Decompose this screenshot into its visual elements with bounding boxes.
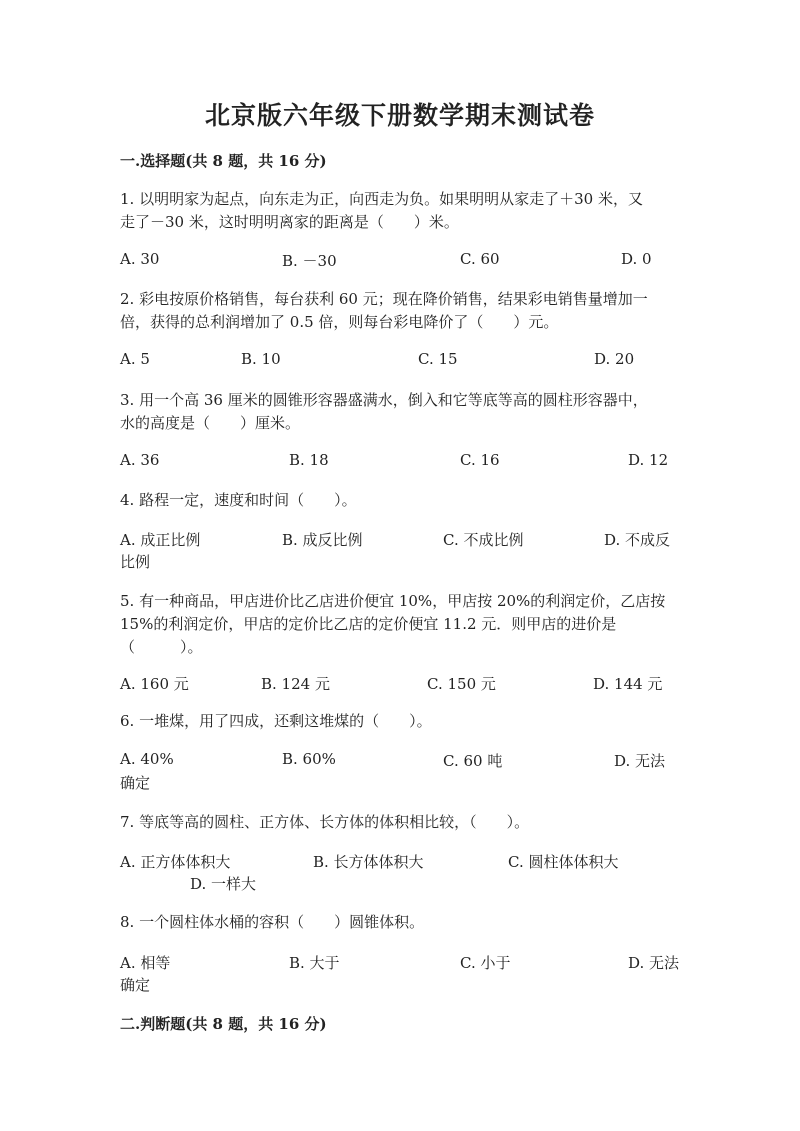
- q6-option-d: D. 无法: [614, 752, 666, 770]
- section-heading-choice: 一.选择题(共 8 题，共 16 分): [120, 152, 327, 170]
- question-5-line-2: 15%的利润定价，甲店的定价比乙店的定价便宜 11.2 元．则甲店的进价是: [120, 615, 617, 633]
- question-5-line-1: 5. 有一种商品，甲店进价比乙店进价便宜 10%，甲店按 20%的利润定价，乙店按: [120, 592, 666, 610]
- question-4-line-1: 4. 路程一定，速度和时间（ ）。: [120, 491, 357, 509]
- q4-option-d-continued: 比例: [120, 553, 151, 571]
- q2-option-c: C. 15: [418, 350, 458, 368]
- question-2: [120, 288, 690, 334]
- q3-option-d: D. 12: [628, 451, 669, 469]
- q7-option-d: D. 一样大: [190, 875, 257, 893]
- q5-option-c: C. 150 元: [427, 675, 496, 693]
- q7-option-a: A. 正方体体积大: [120, 853, 231, 871]
- question-8-line-1: 8. 一个圆柱体水桶的容积（ ）圆锥体积。: [120, 913, 425, 931]
- q3-option-a: A. 36: [120, 451, 160, 469]
- q2-option-b: B. 10: [241, 350, 281, 368]
- question-2-line-1: 2. 彩电按原价格销售，每台获利 60 元；现在降价销售，结果彩电销售量增加一: [120, 290, 648, 308]
- q3-option-b: B. 18: [289, 451, 329, 469]
- q6-option-c: C. 60 吨: [443, 752, 503, 770]
- question-3-line-1: 3. 用一个高 36 厘米的圆锥形容器盛满水，倒入和它等底等高的圆柱形容器中，: [120, 391, 648, 409]
- q6-option-b: B. 60%: [282, 750, 336, 768]
- section-heading-judgment: 二.判断题(共 8 题，共 16 分): [120, 1015, 327, 1033]
- page-title: 北京版六年级下册数学期末测试卷: [204, 101, 595, 130]
- q6-option-a: A. 40%: [120, 750, 174, 768]
- q8-option-d: D. 无法: [628, 954, 680, 972]
- q1-option-c: C. 60: [460, 250, 500, 268]
- question-7: [120, 811, 690, 834]
- q4-option-a: A. 成正比例: [120, 531, 201, 549]
- question-1-line-2: 走了－30 米，这时明明离家的距离是（ ）米。: [120, 213, 459, 231]
- question-5-line-3: （ ）。: [120, 638, 203, 656]
- q1-option-a: A. 30: [120, 250, 160, 268]
- q8-option-c: C. 小于: [460, 954, 511, 972]
- q5-option-b: B. 124 元: [261, 675, 330, 693]
- q2-option-d: D. 20: [594, 350, 635, 368]
- q4-option-c: C. 不成比例: [443, 531, 524, 549]
- q6-option-d-continued: 确定: [120, 774, 151, 792]
- question-6-line-1: 6. 一堆煤，用了四成，还剩这堆煤的（ ）。: [120, 712, 432, 730]
- question-3-line-2: 水的高度是（ ）厘米。: [120, 414, 301, 432]
- q1-option-d: D. 0: [621, 250, 652, 268]
- question-6: [120, 710, 690, 733]
- question-5: [120, 590, 690, 659]
- q3-option-c: C. 16: [460, 451, 500, 469]
- question-7-line-1: 7. 等底等高的圆柱、正方体、长方体的体积相比较，（ ）。: [120, 813, 530, 831]
- q4-option-d: D. 不成反: [604, 531, 671, 549]
- question-8: [120, 911, 690, 934]
- q8-option-b: B. 大于: [289, 954, 340, 972]
- q7-option-c: C. 圆柱体体积大: [508, 853, 619, 871]
- q5-option-a: A. 160 元: [120, 675, 189, 693]
- q4-option-b: B. 成反比例: [282, 531, 363, 549]
- q2-option-a: A. 5: [120, 350, 150, 368]
- question-1-line-1: 1. 以明明家为起点，向东走为正，向西走为负。如果明明从家走了＋30 米，又: [120, 190, 643, 208]
- q8-option-a: A. 相等: [120, 954, 171, 972]
- question-4: [120, 489, 690, 512]
- q5-option-d: D. 144 元: [593, 675, 663, 693]
- q1-option-b: B. －30: [282, 252, 337, 270]
- q7-option-b: B. 长方体体积大: [313, 853, 424, 871]
- question-3: [120, 389, 690, 435]
- q8-option-d-continued: 确定: [120, 976, 151, 994]
- question-1: [120, 188, 690, 234]
- question-2-line-2: 倍，获得的总利润增加了 0.5 倍，则每台彩电降价了（ ）元。: [120, 313, 559, 331]
